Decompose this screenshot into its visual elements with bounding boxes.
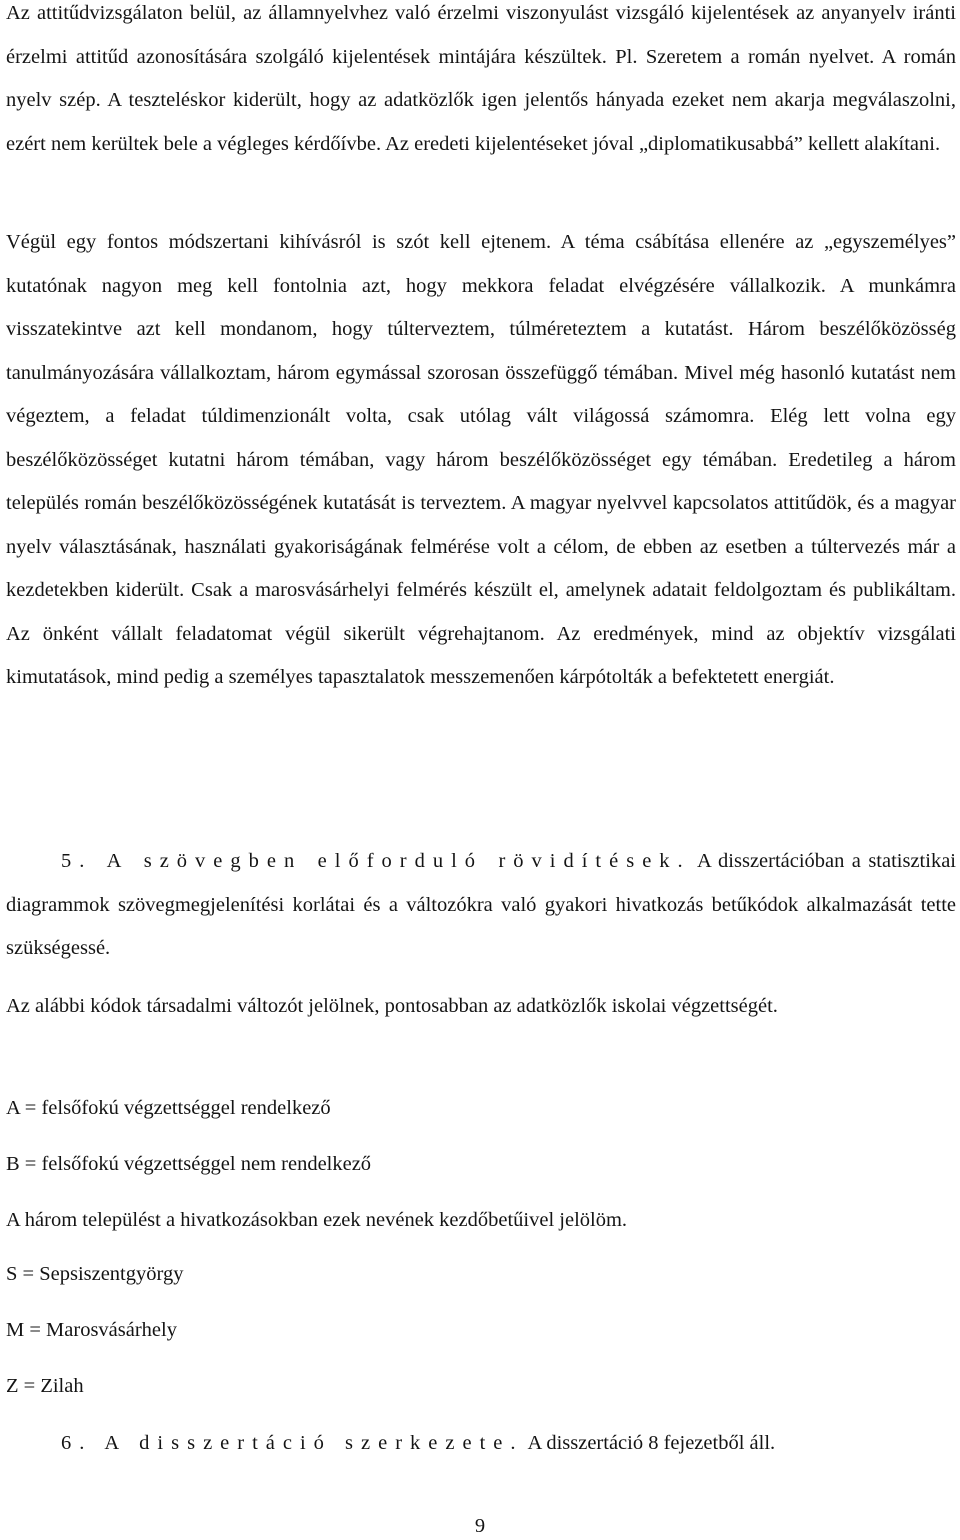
code-a: A = felsőfokú végzettséggel rendelkező: [6, 1097, 331, 1119]
section-6-heading: 6. A disszertáció szerkezete.: [61, 1432, 524, 1454]
paragraph-methodology-challenge: Végül egy fontos módszertani kihívásról is szót kell ejtenem. A téma csábítása ellenére az „egyszemélyes” kutatónak nagyon meg kell fontolnia azt, hogy mekkora feladat elvégzésére vállalkozik. A munkámra visszatekintve azt kell mondanom, hogy túlterveztem, túlméreteztem a kutatást. Három beszélőközösség tanulmányozására vállalkoztam, három egymással szorosan összefüggő témában. Mivel még hasonló kutatást nem végeztem, a feladat túldimenzionált volta, csak utólag vált világossá számomra. Elég lett volna egy beszélőközösséget kutatni három témában, vagy három beszélőközösséget egy témában. Eredetileg a három település román beszélőközösségének kutatását is terveztem. A magyar nyelvvel kapcsolatos attitűdök, és a magyar nyelv választásának, használati gyakoriságának felmérése volt a célom, de ebben az esetben a túltervezés már a kezdetekben kiderült. Csak a marosvásárhelyi felmérés készült el, amelynek adatait feldolgoztam és publikáltam. Az önként vállalt feladatomat végül sikerült végrehajtanom. Az eredmények, mind az objektív vizsgálati kimutatások, mind pedig a személyes tapasztalatok messzemenően kárpótolták a befektetett energiát.: [6, 231, 956, 688]
section-5-heading: 5. A szövegben előforduló rövidítések.: [61, 850, 691, 872]
paragraph-attitude-study: Az attitűdvizsgálaton belül, az államnyelvhez való érzelmi viszonyulást vizsgáló kijelentések az anyanyelv iránti érzelmi attitűd azonosítására szolgáló kijelentések mintájára készültek. Pl. Szeretem a román nyelvet. A román nyelv szép. A teszteléskor kiderült, hogy az adatközlők igen jelentős hányada ezeket nem akarja megválaszolni, ezért nem kerültek bele a végleges kérdőívbe. Az eredeti kijelentéseket jóval „diplomatikusabbá” kellett alakítani.: [6, 2, 956, 155]
section-5-text: A disszertációban a statisztikai diagrammok szövegmegjelenítési korlátai és a változókra való gyakori hivatkozás betűkódok alkalmazását tette szükségessé.: [6, 850, 956, 959]
code-z: Z = Zilah: [6, 1375, 84, 1397]
code-b: B = felsőfokú végzettséggel nem rendelkező: [6, 1153, 372, 1175]
section-6-text: A disszertáció 8 fejezetből áll.: [523, 1432, 776, 1454]
code-m: M = Marosvásárhely: [6, 1319, 177, 1341]
settlements-intro: A három települést a hivatkozásokban ezek nevének kezdőbetűivel jelölöm.: [6, 1209, 628, 1231]
section-6-line: [6, 1429, 775, 1457]
page-number: 9: [474, 1515, 486, 1537]
paragraph-abbreviations: [6, 840, 956, 971]
codes-intro: Az alábbi kódok társadalmi változót jelölnek, pontosabban az adatközlők iskolai végzettségét.: [6, 995, 778, 1017]
code-s: S = Sepsiszentgyörgy: [6, 1263, 184, 1285]
